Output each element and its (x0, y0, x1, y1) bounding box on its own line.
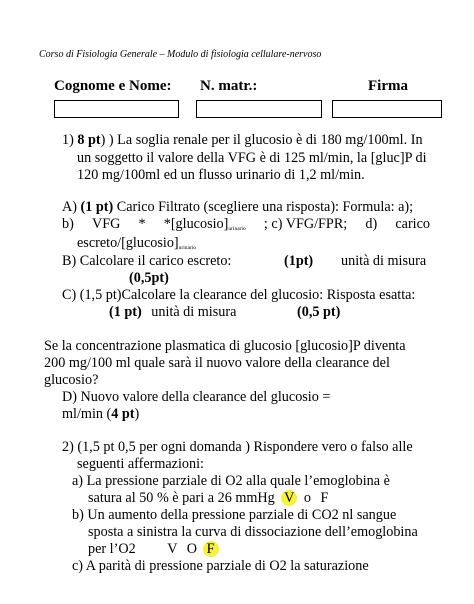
q1-number: 1) (62, 132, 78, 148)
a-carico: carico (395, 216, 430, 232)
q2-a-line1: a) La pressione parziale di O2 alla quale l’emoglobina è (72, 473, 390, 489)
d-line2 (62, 406, 139, 423)
plasma-line1: Se la concentrazione plasmatica di glucosio [glucosio]P diventa (44, 338, 406, 354)
q2-b-line3 (88, 541, 219, 558)
plasma-line3: glucosio? (44, 372, 99, 388)
c-line2 (109, 304, 341, 321)
name-label: Cognome e Nome: (54, 78, 172, 94)
matr-label: N. matr.: (200, 78, 258, 94)
q2-c-line1: c) A parità di pressione parziale di O2 la saturazione (72, 558, 369, 574)
q2-b-false-highlighted[interactable]: F (203, 541, 219, 557)
b-text: B) Calcolare il carico escreto: (62, 253, 232, 269)
b-points: (1pt) (284, 253, 314, 269)
plasma-line2: 200 mg/100 ml quale sarà il nuovo valore della clearance del (44, 355, 390, 371)
matr-field-box[interactable] (196, 100, 322, 118)
a-line1-text: Carico Filtrato (scegliere una risposta): Formula: a); (113, 199, 414, 215)
c-line1: C) (1,5 pt)Calcolare la clearance del glucosio: Risposta esatta: (62, 287, 416, 303)
q2-a-true-highlighted[interactable]: V (281, 490, 297, 506)
q1-line1 (62, 132, 423, 149)
q2-b-true[interactable]: V (167, 541, 178, 557)
q1-points: 8 pt (77, 132, 101, 148)
q1-line3: 120 mg/100ml ed un flusso urinario di 1,2 ml/min. (77, 167, 365, 183)
a-opt-b: b) (62, 216, 74, 232)
c-points: (1 pt) (109, 304, 142, 320)
q2-b-line1: b) Un aumento della pressione parziale di CO2 nl sangue (72, 507, 397, 523)
course-header: Corso di Fisiologia Generale – Modulo di fisiologia cellulare-nervoso (39, 49, 322, 60)
c-unit: unità di misura (151, 304, 237, 320)
a-opt-d: d) (365, 216, 378, 232)
d-close: ) (134, 406, 140, 422)
q2-line1: 2) (1,5 pt 0,5 per ogni domanda ) Rispondere vero o falso alle (62, 439, 413, 455)
q1-line2: un soggetto il valore della VFG è di 125 ml/min, la [gluc]P di (77, 150, 427, 166)
q2-a-false[interactable]: F (320, 490, 329, 506)
d-line1: D) Nuovo valore della clearance del glucosio = (62, 389, 331, 405)
q2-a-line2 (88, 490, 328, 507)
q2-b-line2: sposta a sinistra la curva di dissociazione dell’emoglobina (88, 524, 418, 540)
a-line3-text: escreto/[glucosio] (77, 235, 179, 251)
q1-line1-text: ) ) La soglia renale per il glucosio è di 180 mg/100ml. In (100, 132, 423, 148)
q2-a-or: o (303, 490, 311, 506)
a-line1 (62, 199, 413, 216)
d-points: 4 pt (111, 406, 135, 422)
a-vfg: VFG (91, 216, 121, 232)
b-line2 (129, 270, 169, 287)
q2-b-text: per l’O2 (88, 541, 136, 557)
q2-line2: seguenti affermazioni: (77, 456, 204, 472)
q2-a-text: satura al 50 % è pari a 26 mmHg (88, 490, 275, 506)
b-unit: unità di misura (341, 253, 427, 269)
name-field-box[interactable] (54, 100, 179, 118)
a-urinario-subscript: urinario (228, 226, 246, 232)
c-points2: (0,5 pt) (297, 304, 341, 320)
b-points2: (0,5pt) (129, 270, 169, 286)
a-points: (1 pt) (80, 199, 114, 215)
a-prefix: A) (62, 199, 81, 215)
a-line3-subscript: urinario (178, 245, 197, 251)
sign-label: Firma (368, 78, 408, 94)
a-gluc-text: *[glucosio] (163, 216, 229, 232)
a-opt-c: ; c) VFG/FPR; (263, 216, 348, 232)
d-unit-text: ml/min ( (62, 406, 112, 422)
b-line1 (62, 253, 427, 270)
sign-field-box[interactable] (332, 100, 442, 118)
q2-b-or: O (186, 541, 198, 557)
a-star: * (138, 216, 146, 232)
